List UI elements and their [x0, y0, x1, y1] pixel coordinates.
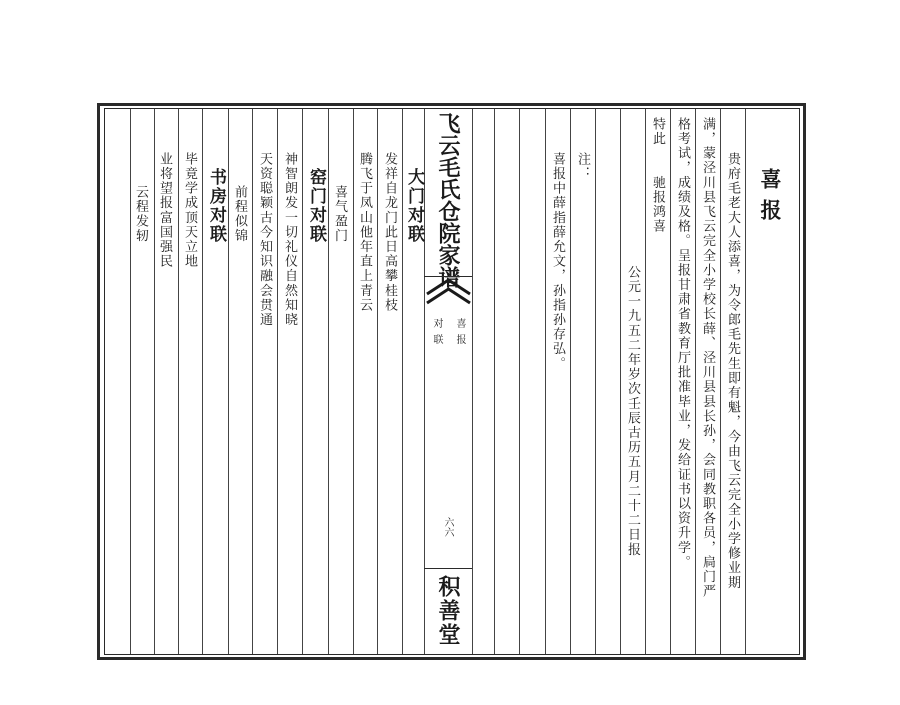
cave-couplet-banner: 前程似锦 [232, 185, 247, 244]
announcement-line-1: 贵府毛老大人添喜，为令郎毛先生即有魁，今由飞云完全小学修业期 [725, 152, 740, 590]
column-rule [228, 109, 229, 654]
study-couplet-banner: 云程发轫 [133, 185, 148, 244]
column-rule [745, 109, 746, 654]
cave-couplet-line-1: 神智朗发一切礼仪自然知晓 [282, 152, 297, 328]
column-rule [178, 109, 179, 654]
column-rule [670, 109, 671, 654]
column-rule [277, 109, 278, 654]
column-rule [328, 109, 329, 654]
gate-couplet-line-2: 腾飞于凤山他年直上青云 [357, 152, 372, 313]
column-rule [695, 109, 696, 654]
column-rule [252, 109, 253, 654]
column-rule [720, 109, 721, 654]
column-rule [645, 109, 646, 654]
fishtail-ornament [425, 276, 472, 306]
column-rule [595, 109, 596, 654]
gate-couplet-heading: 大门对联 [404, 168, 424, 244]
column-rule [402, 109, 403, 654]
column-rule [130, 109, 131, 654]
spine-section-duilian: 对联 [431, 318, 442, 350]
study-couplet-heading: 书房对联 [206, 168, 226, 244]
column-rule [154, 109, 155, 654]
cave-couplet-heading: 窑门对联 [306, 168, 326, 244]
spine-rule-right [472, 109, 473, 654]
study-couplet-line-2: 业将望报富国强民 [157, 152, 172, 269]
gate-couplet-line-1: 发祥自龙门此日高攀桂枝 [382, 152, 397, 313]
announcement-date: 公元一九五二年岁次壬辰古历五月二十二日报 [625, 265, 640, 557]
gate-couplet-banner: 喜气盈门 [332, 185, 347, 244]
spine-page-number: 六六 [442, 517, 453, 537]
column-rule [494, 109, 495, 654]
study-couplet-line-1: 毕竟学成顶天立地 [182, 152, 197, 269]
column-rule [545, 109, 546, 654]
column-rule [377, 109, 378, 654]
spine-title: 飞云毛氏仓院家谱 [435, 112, 461, 288]
note-text: 喜报中薛指薛允文，孙指孙存弘。 [550, 152, 565, 371]
spine-separator [424, 568, 472, 569]
note-label: 注： [575, 152, 590, 182]
cave-couplet-line-2: 天资聪颖古今知识融会贯通 [257, 152, 272, 328]
column-rule [519, 109, 520, 654]
column-rule [302, 109, 303, 654]
announcement-title: 喜报 [758, 168, 783, 230]
announcement-line-3: 格考试，成绩及格。呈报甘肃省教育厅批准毕业，发给证书以资升学。 [675, 117, 690, 570]
spine-rule-left [424, 109, 425, 654]
spine-hall-name: 积善堂 [435, 575, 461, 647]
announcement-closing: 特此 驰报鸿喜 [650, 117, 665, 234]
column-rule [202, 109, 203, 654]
spine-section-xibao: 喜报 [454, 318, 465, 350]
announcement-line-2: 满，蒙泾川县飞云完全小学校长薛、泾川县县长孙，会同教职各员，扃门严 [700, 117, 715, 599]
column-rule [570, 109, 571, 654]
column-rule [620, 109, 621, 654]
column-rule [353, 109, 354, 654]
